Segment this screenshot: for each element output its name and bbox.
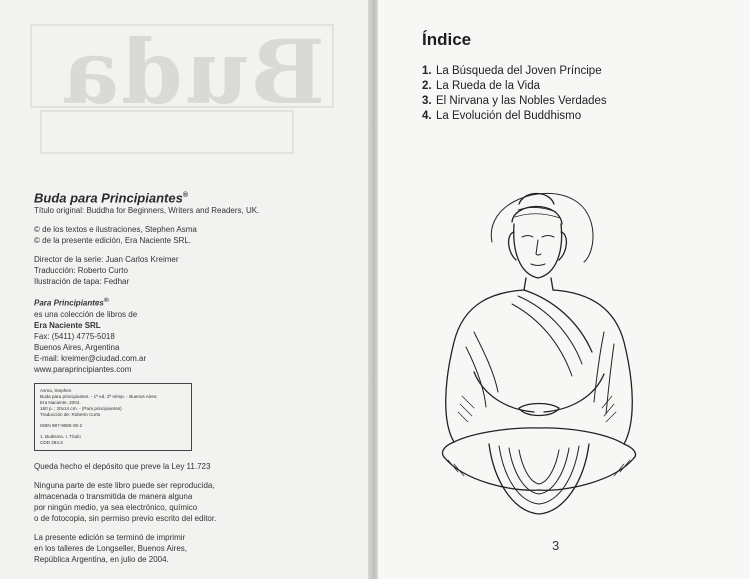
copyright-line: © de la presente edición, Era Naciente SRL. bbox=[34, 236, 192, 246]
toc-item[interactable]: 2. La Rueda de la Vida bbox=[422, 80, 541, 92]
left-page bbox=[0, 0, 372, 579]
book-title: Buda para Principiantes® bbox=[34, 190, 188, 206]
copyright-line: © de los textos e ilustraciones, Stephen Asma bbox=[34, 225, 197, 235]
credit-line: Director de la serie: Juan Carlos Kreimer bbox=[34, 255, 179, 265]
publisher-line: Buenos Aires, Argentina bbox=[34, 342, 120, 352]
rights-notice: Ninguna parte de este libro puede ser reproducida, almacenada o transmitida de manera alguna por ningún medio, ya sea electrónico, químico o de fotocopia, sin permiso previo escrito del editor. bbox=[34, 480, 217, 523]
credits-block bbox=[34, 254, 354, 287]
seated-buddha-illustration bbox=[414, 182, 664, 522]
cip-line: 160 p. ; 20x14 cm. - (Para principiantes) bbox=[40, 405, 122, 411]
toc-item[interactable]: 4. La Evolución del Buddhismo bbox=[422, 110, 582, 122]
publisher-name: Era Naciente SRL bbox=[34, 320, 101, 330]
show-through-cover-text: Buda bbox=[60, 20, 325, 124]
cip-line: CDD 294.3 bbox=[40, 439, 63, 445]
publisher-email: E-mail: kreimer@ciudad.com.ar bbox=[34, 353, 147, 363]
colophon bbox=[34, 190, 354, 573]
show-through-frame bbox=[40, 110, 294, 154]
cip-line: Buda para principiantes. - 1ª ed. 2ª reimp. - Buenos Aires: bbox=[40, 393, 158, 399]
credit-line: Traducción: Roberto Curto bbox=[34, 266, 128, 276]
toc-heading: Índice bbox=[422, 30, 472, 49]
cip-line: 1. Budismo. I. Título bbox=[40, 433, 81, 439]
copyright-block bbox=[34, 224, 354, 246]
publisher-block bbox=[34, 295, 354, 375]
publisher-website: www.paraprincipiantes.com bbox=[34, 364, 132, 374]
publisher-line: Fax: (5411) 4775-5018 bbox=[34, 331, 115, 341]
cip-isbn: ISBN 987-9065-35-2 bbox=[40, 422, 83, 428]
page-number: 3 bbox=[552, 538, 560, 553]
cip-line: Era Naciente, 2004. bbox=[40, 399, 81, 405]
credit-line: Ilustración de tapa: Fedhar bbox=[34, 277, 130, 287]
toc-item[interactable]: 3. El Nirvana y las Nobles Verdades bbox=[422, 95, 607, 107]
right-page bbox=[378, 0, 750, 579]
printing-notice: La presente edición se terminó de imprimir en los talleres de Longseller, Buenos Aires, República Argentina, en julio de 2004. bbox=[34, 532, 187, 564]
publisher-line: es una colección de libros de bbox=[34, 309, 138, 319]
toc-list bbox=[422, 64, 722, 124]
cip-line: Asma, Stephen bbox=[40, 387, 72, 393]
cip-line: Traducción de: Roberto Curto bbox=[40, 411, 101, 417]
original-title: Título original: Buddha for Beginners, Writers and Readers, UK. bbox=[34, 206, 260, 216]
legal-deposit: Queda hecho el depósito que preve la Ley 11.723 bbox=[34, 461, 211, 471]
show-through-frame bbox=[30, 24, 334, 108]
toc-item[interactable]: 1. La Búsqueda del Joven Príncipe bbox=[422, 65, 602, 77]
series-name: Para Principiantes® bbox=[34, 297, 109, 308]
table-of-contents bbox=[422, 30, 722, 124]
cataloging-box bbox=[34, 383, 192, 451]
